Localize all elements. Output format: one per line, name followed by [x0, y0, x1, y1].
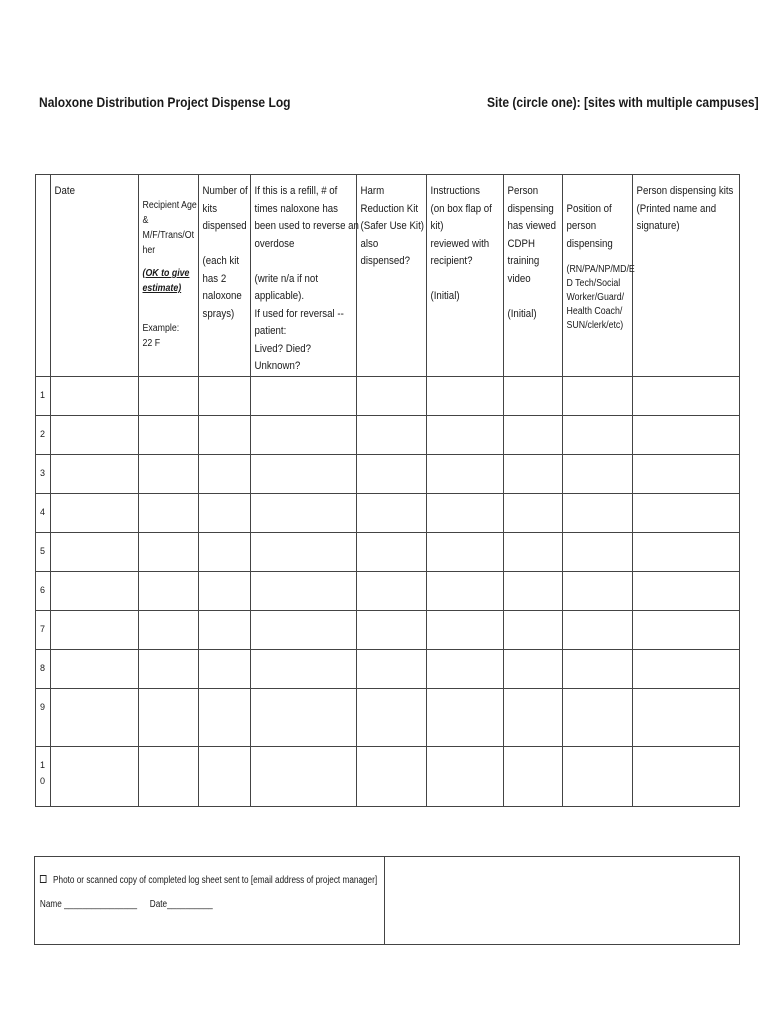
row-number-cell: [36, 532, 51, 571]
header-example: Example: 22 F: [142, 323, 180, 349]
header-position-options: (RN/PA/NP/MD/E D Tech/Social Worker/Guard/ Health Coach/ SUN/clerk/etc): [566, 264, 635, 331]
entry-cell[interactable]: [139, 688, 199, 746]
entry-cell[interactable]: [504, 746, 563, 806]
row-number-cell: [36, 649, 51, 688]
entry-cell[interactable]: [139, 610, 199, 649]
entry-cell[interactable]: [251, 532, 357, 571]
entry-cell[interactable]: [357, 571, 427, 610]
entry-cell[interactable]: [251, 454, 357, 493]
entry-cell[interactable]: [357, 688, 427, 746]
entry-cell[interactable]: [357, 610, 427, 649]
entry-cell[interactable]: [51, 532, 139, 571]
row-number: 7: [40, 623, 46, 634]
header-refill-reversal: If this is a refill, # of times naloxone has been used to reverse an overdose (write n/a if not applicable). If used for reversal -- patient: Lived? Died? Unknown?: [251, 175, 357, 377]
entry-cell[interactable]: [633, 688, 740, 746]
entry-cell[interactable]: [139, 649, 199, 688]
footer-box: [34, 856, 740, 945]
entry-cell[interactable]: [199, 571, 251, 610]
row-number-cell: [36, 571, 51, 610]
entry-cell[interactable]: [504, 649, 563, 688]
entry-cell[interactable]: [563, 454, 633, 493]
entry-cell[interactable]: [427, 415, 504, 454]
entry-cell[interactable]: [633, 415, 740, 454]
table-row: [36, 493, 740, 532]
footer-blank-cell[interactable]: [385, 857, 740, 945]
row-number: 1: [40, 389, 46, 400]
entry-cell[interactable]: [357, 532, 427, 571]
entry-cell[interactable]: [357, 493, 427, 532]
row-number-cell: [36, 688, 51, 746]
entry-cell[interactable]: [251, 688, 357, 746]
row-number: 3: [40, 467, 46, 478]
entry-cell[interactable]: [51, 649, 139, 688]
entry-cell[interactable]: [504, 610, 563, 649]
entry-cell[interactable]: [51, 610, 139, 649]
header-kits-dispensed: Number of kits dispensed (each kit has 2 naloxone sprays): [199, 175, 251, 377]
entry-cell[interactable]: [427, 493, 504, 532]
entry-cell[interactable]: [139, 376, 199, 415]
row-number-cell: [36, 376, 51, 415]
header-position: [563, 175, 633, 377]
entry-cell[interactable]: [51, 688, 139, 746]
entry-cell[interactable]: [563, 376, 633, 415]
entry-cell[interactable]: [51, 415, 139, 454]
entry-cell[interactable]: [427, 610, 504, 649]
entry-cell[interactable]: [51, 571, 139, 610]
row-number-cell: [36, 454, 51, 493]
entry-cell[interactable]: [139, 415, 199, 454]
header-estimate-note: (OK to give estimate): [142, 268, 190, 294]
entry-cell[interactable]: [139, 493, 199, 532]
row-number-cell: [36, 493, 51, 532]
entry-cell[interactable]: [504, 532, 563, 571]
row-number: 1 0: [40, 759, 46, 786]
row-number: 6: [40, 584, 46, 595]
header-harm-reduction-kit: Harm Reduction Kit (Safer Use Kit) also dispensed?: [357, 175, 427, 377]
entry-cell[interactable]: [563, 415, 633, 454]
entry-cell[interactable]: [633, 454, 740, 493]
entry-cell[interactable]: [504, 571, 563, 610]
entry-cell[interactable]: [199, 649, 251, 688]
table-row: [36, 649, 740, 688]
entry-cell[interactable]: [199, 454, 251, 493]
header-date: Date: [51, 175, 139, 377]
header-recipient-age-gender: [139, 175, 199, 377]
entry-cell[interactable]: [633, 571, 740, 610]
entry-cell[interactable]: [199, 746, 251, 806]
footer-checkbox-text: Photo or scanned copy of completed log sheet sent to [email address of project manager]: [53, 875, 378, 886]
row-number: 4: [40, 506, 46, 517]
footer-confirmation-cell: [35, 857, 385, 945]
entry-cell[interactable]: [357, 376, 427, 415]
entry-cell[interactable]: [51, 493, 139, 532]
entry-cell[interactable]: [199, 415, 251, 454]
entry-cell[interactable]: [504, 454, 563, 493]
entry-cell[interactable]: [633, 610, 740, 649]
entry-cell[interactable]: [633, 493, 740, 532]
table-body: [36, 376, 740, 806]
entry-cell[interactable]: [427, 688, 504, 746]
entry-cell[interactable]: [633, 746, 740, 806]
entry-cell[interactable]: [357, 649, 427, 688]
table-row: [36, 454, 740, 493]
entry-cell[interactable]: [357, 454, 427, 493]
entry-cell[interactable]: [563, 746, 633, 806]
entry-cell[interactable]: [563, 649, 633, 688]
table-header-row: [36, 175, 740, 377]
entry-cell[interactable]: [139, 571, 199, 610]
table-row: [36, 746, 740, 806]
entry-cell[interactable]: [504, 376, 563, 415]
table-row: [36, 376, 740, 415]
row-number-cell: [36, 415, 51, 454]
row-number: 5: [40, 545, 46, 556]
entry-cell[interactable]: [633, 532, 740, 571]
entry-cell[interactable]: [357, 746, 427, 806]
entry-cell[interactable]: [563, 493, 633, 532]
page-title: Naloxone Distribution Project Dispense Log: [39, 94, 291, 110]
entry-cell[interactable]: [633, 649, 740, 688]
entry-cell[interactable]: [563, 610, 633, 649]
entry-cell[interactable]: [251, 571, 357, 610]
entry-cell[interactable]: [427, 649, 504, 688]
entry-cell[interactable]: [199, 532, 251, 571]
entry-cell[interactable]: [504, 688, 563, 746]
entry-cell[interactable]: [139, 532, 199, 571]
entry-cell[interactable]: [563, 571, 633, 610]
entry-cell[interactable]: [427, 454, 504, 493]
entry-cell[interactable]: [251, 610, 357, 649]
entry-cell[interactable]: [563, 688, 633, 746]
entry-cell[interactable]: [199, 688, 251, 746]
table-row: [36, 688, 740, 746]
row-number: 8: [40, 662, 46, 673]
entry-cell[interactable]: [251, 649, 357, 688]
entry-cell[interactable]: [51, 746, 139, 806]
entry-cell[interactable]: [563, 532, 633, 571]
dispense-log-table: [35, 174, 740, 807]
entry-cell[interactable]: [139, 454, 199, 493]
row-number: 9: [40, 701, 46, 712]
entry-cell[interactable]: [199, 610, 251, 649]
header-row-number: [36, 175, 51, 377]
entry-cell[interactable]: [51, 454, 139, 493]
header-training-video: Person dispensing has viewed CDPH training video (Initial): [504, 175, 563, 377]
checkbox-icon[interactable]: [40, 875, 47, 883]
entry-cell[interactable]: [427, 376, 504, 415]
row-number: 2: [40, 428, 46, 439]
header-dispenser-signature: Person dispensing kits (Printed name and signature): [633, 175, 740, 377]
table-row: [36, 532, 740, 571]
row-number-cell: [36, 746, 51, 806]
site-label: Site (circle one): [sites with multiple campuses]: [487, 94, 759, 110]
entry-cell[interactable]: [427, 532, 504, 571]
entry-cell[interactable]: [199, 493, 251, 532]
entry-cell[interactable]: [504, 415, 563, 454]
footer-name-field[interactable]: Name ________________: [39, 899, 138, 910]
entry-cell[interactable]: [251, 493, 357, 532]
footer-date-field[interactable]: Date__________: [149, 899, 213, 910]
entry-cell[interactable]: [504, 493, 563, 532]
entry-cell[interactable]: [633, 376, 740, 415]
entry-cell[interactable]: [357, 415, 427, 454]
entry-cell[interactable]: [199, 376, 251, 415]
entry-cell[interactable]: [427, 746, 504, 806]
entry-cell[interactable]: [139, 746, 199, 806]
entry-cell[interactable]: [51, 376, 139, 415]
header-recipient-label: Recipient Age & M/F/Trans/Ot her: [142, 200, 197, 256]
table-row: [36, 610, 740, 649]
entry-cell[interactable]: [251, 415, 357, 454]
row-number-cell: [36, 610, 51, 649]
table-row: [36, 571, 740, 610]
header-position-label: Position of person dispensing: [566, 202, 613, 250]
table-row: [36, 415, 740, 454]
entry-cell[interactable]: [251, 376, 357, 415]
entry-cell[interactable]: [427, 571, 504, 610]
header-instructions: Instructions (on box flap of kit) reviewed with recipient? (Initial): [427, 175, 504, 377]
entry-cell[interactable]: [251, 746, 357, 806]
